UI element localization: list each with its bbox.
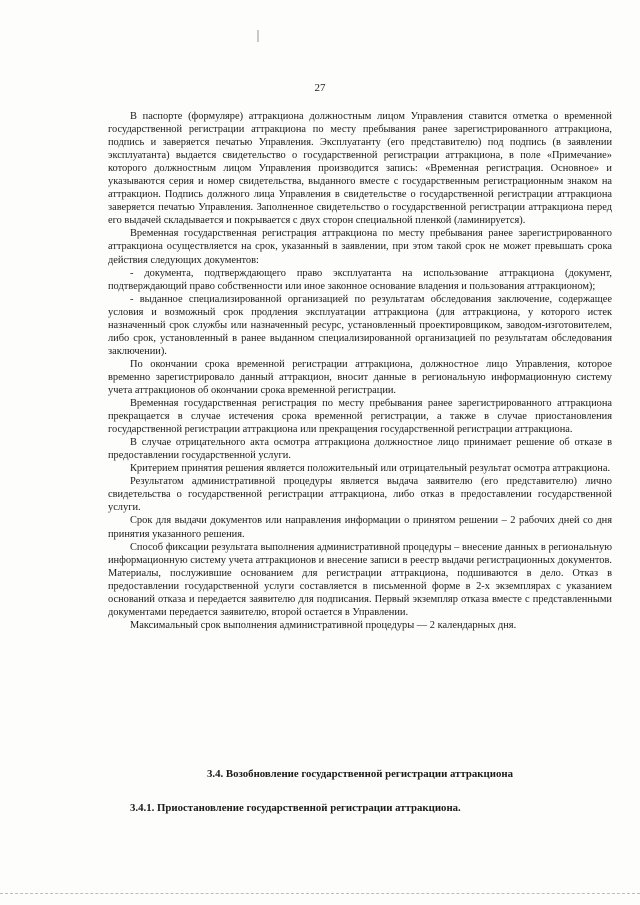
scan-edge-divider xyxy=(0,893,640,894)
list-item: - документа, подтверждающего право эксплуатанта на использование аттракциона (документ, подтверждающий право собственности или иное законное основание владения и пользования аттракционом); xyxy=(108,267,612,292)
paragraph: Максимальный срок выполнения административной процедуры — 2 календарных дня. xyxy=(130,619,517,631)
paragraph: По окончании срока временной регистрации аттракциона, должностное лицо Управления, которое временно зарегистрировало данный аттракцион, вносит данные в региональную информационную систему учета аттракционов об окончании срока временной регистрации. xyxy=(108,358,612,396)
paragraph: Временная государственная регистрация по месту пребывания ранее зарегистрированного аттракциона прекращается в случае истечения срока временной регистрации, а также в случае приостановления государственной регистрации аттракциона или прекращения государственной регистрации аттракциона. xyxy=(108,398,612,436)
list-item: - выданное специализированной организацией по результатам обследования заключение, содержащее условия и возможный срок продления эксплуатации аттракциона (для аттракциона, у которого истек назначенный срок службы или назначенный ресурс, установленный проектировщиком, заводом-изготовителем, либо срок, установленный в ранее выданном специализированной организацией по результатам обследования заключении). xyxy=(108,293,612,357)
paragraph: Временная государственная регистрация аттракциона по месту пребывания ранее зарегистрированного аттракциона осуществляется на срок, указанный в заявлении, при этом такой срок не может превышать срока действия следующих документов: xyxy=(108,228,612,266)
paragraph: В случае отрицательного акта осмотра аттракциона должностное лицо принимает решение об отказе в предоставлении государственной услуги. xyxy=(108,437,612,462)
scan-mark xyxy=(257,30,259,42)
page-number: 27 xyxy=(314,82,326,94)
paragraph: Критерием принятия решения является положительный или отрицательный результат осмотра аттракциона. xyxy=(130,463,611,475)
paragraph: Способ фиксации результата выполнения административной процедуры – внесение данных в региональную информационную систему учета аттракционов и внесение записи в реестр выдачи регистрационных документов. Материалы, послужившие основанием для регистрации аттракциона, подшиваются в дело. Отказ в предоставлении государственной услуги составляется в письменной форме в 2-х экземплярах с указанием оснований отказа и передается заявителю для подписания. Первый экземпляр отказа вместе с представленными документами передается заявителю, второй остается в Управлении. xyxy=(108,541,612,618)
paragraph: Срок для выдачи документов или направления информации о принятом решении – 2 рабочих дней со дня принятия указанного решения. xyxy=(108,515,612,540)
paragraph: В паспорте (формуляре) аттракциона должностным лицом Управления ставится отметка о временной государственной регистрации аттракциона по месту пребывания ранее зарегистрированного аттракциона, подпись и заверяется печатью Управления. Эксплуатанту (его представителю) под подпись (в заявлении эксплуатанта) выдается свидетельство о государственной регистрации аттракциона, в поле «Примечание» которого должностным лицом Управления производится запись: «Временная регистрация. Основное» и указываются серия и номер свидетельства, выданного вместе с государственным регистрационным знаком на аттракцион. Подпись должного лица Управления в свидетельстве о государственной регистрации аттракциона заверяется печатью Управления. Заполненное свидетельство о государственной регистрации аттракциона перед его выдачей складывается и покрывается с двух сторон специальной пленкой (ламинируется). xyxy=(108,111,612,227)
paragraph: Результатом административной процедуры является выдача заявителю (его представителю) лично свидетельства о государственной регистрации аттракциона, либо отказ в предоставлении государственной услуги. xyxy=(108,476,612,514)
body-text xyxy=(108,110,612,632)
subsection-heading: 3.4.1. Приостановление государственной регистрации аттракциона. xyxy=(130,802,461,814)
section-heading: 3.4. Возобновление государственной регистрации аттракциона xyxy=(207,768,513,780)
